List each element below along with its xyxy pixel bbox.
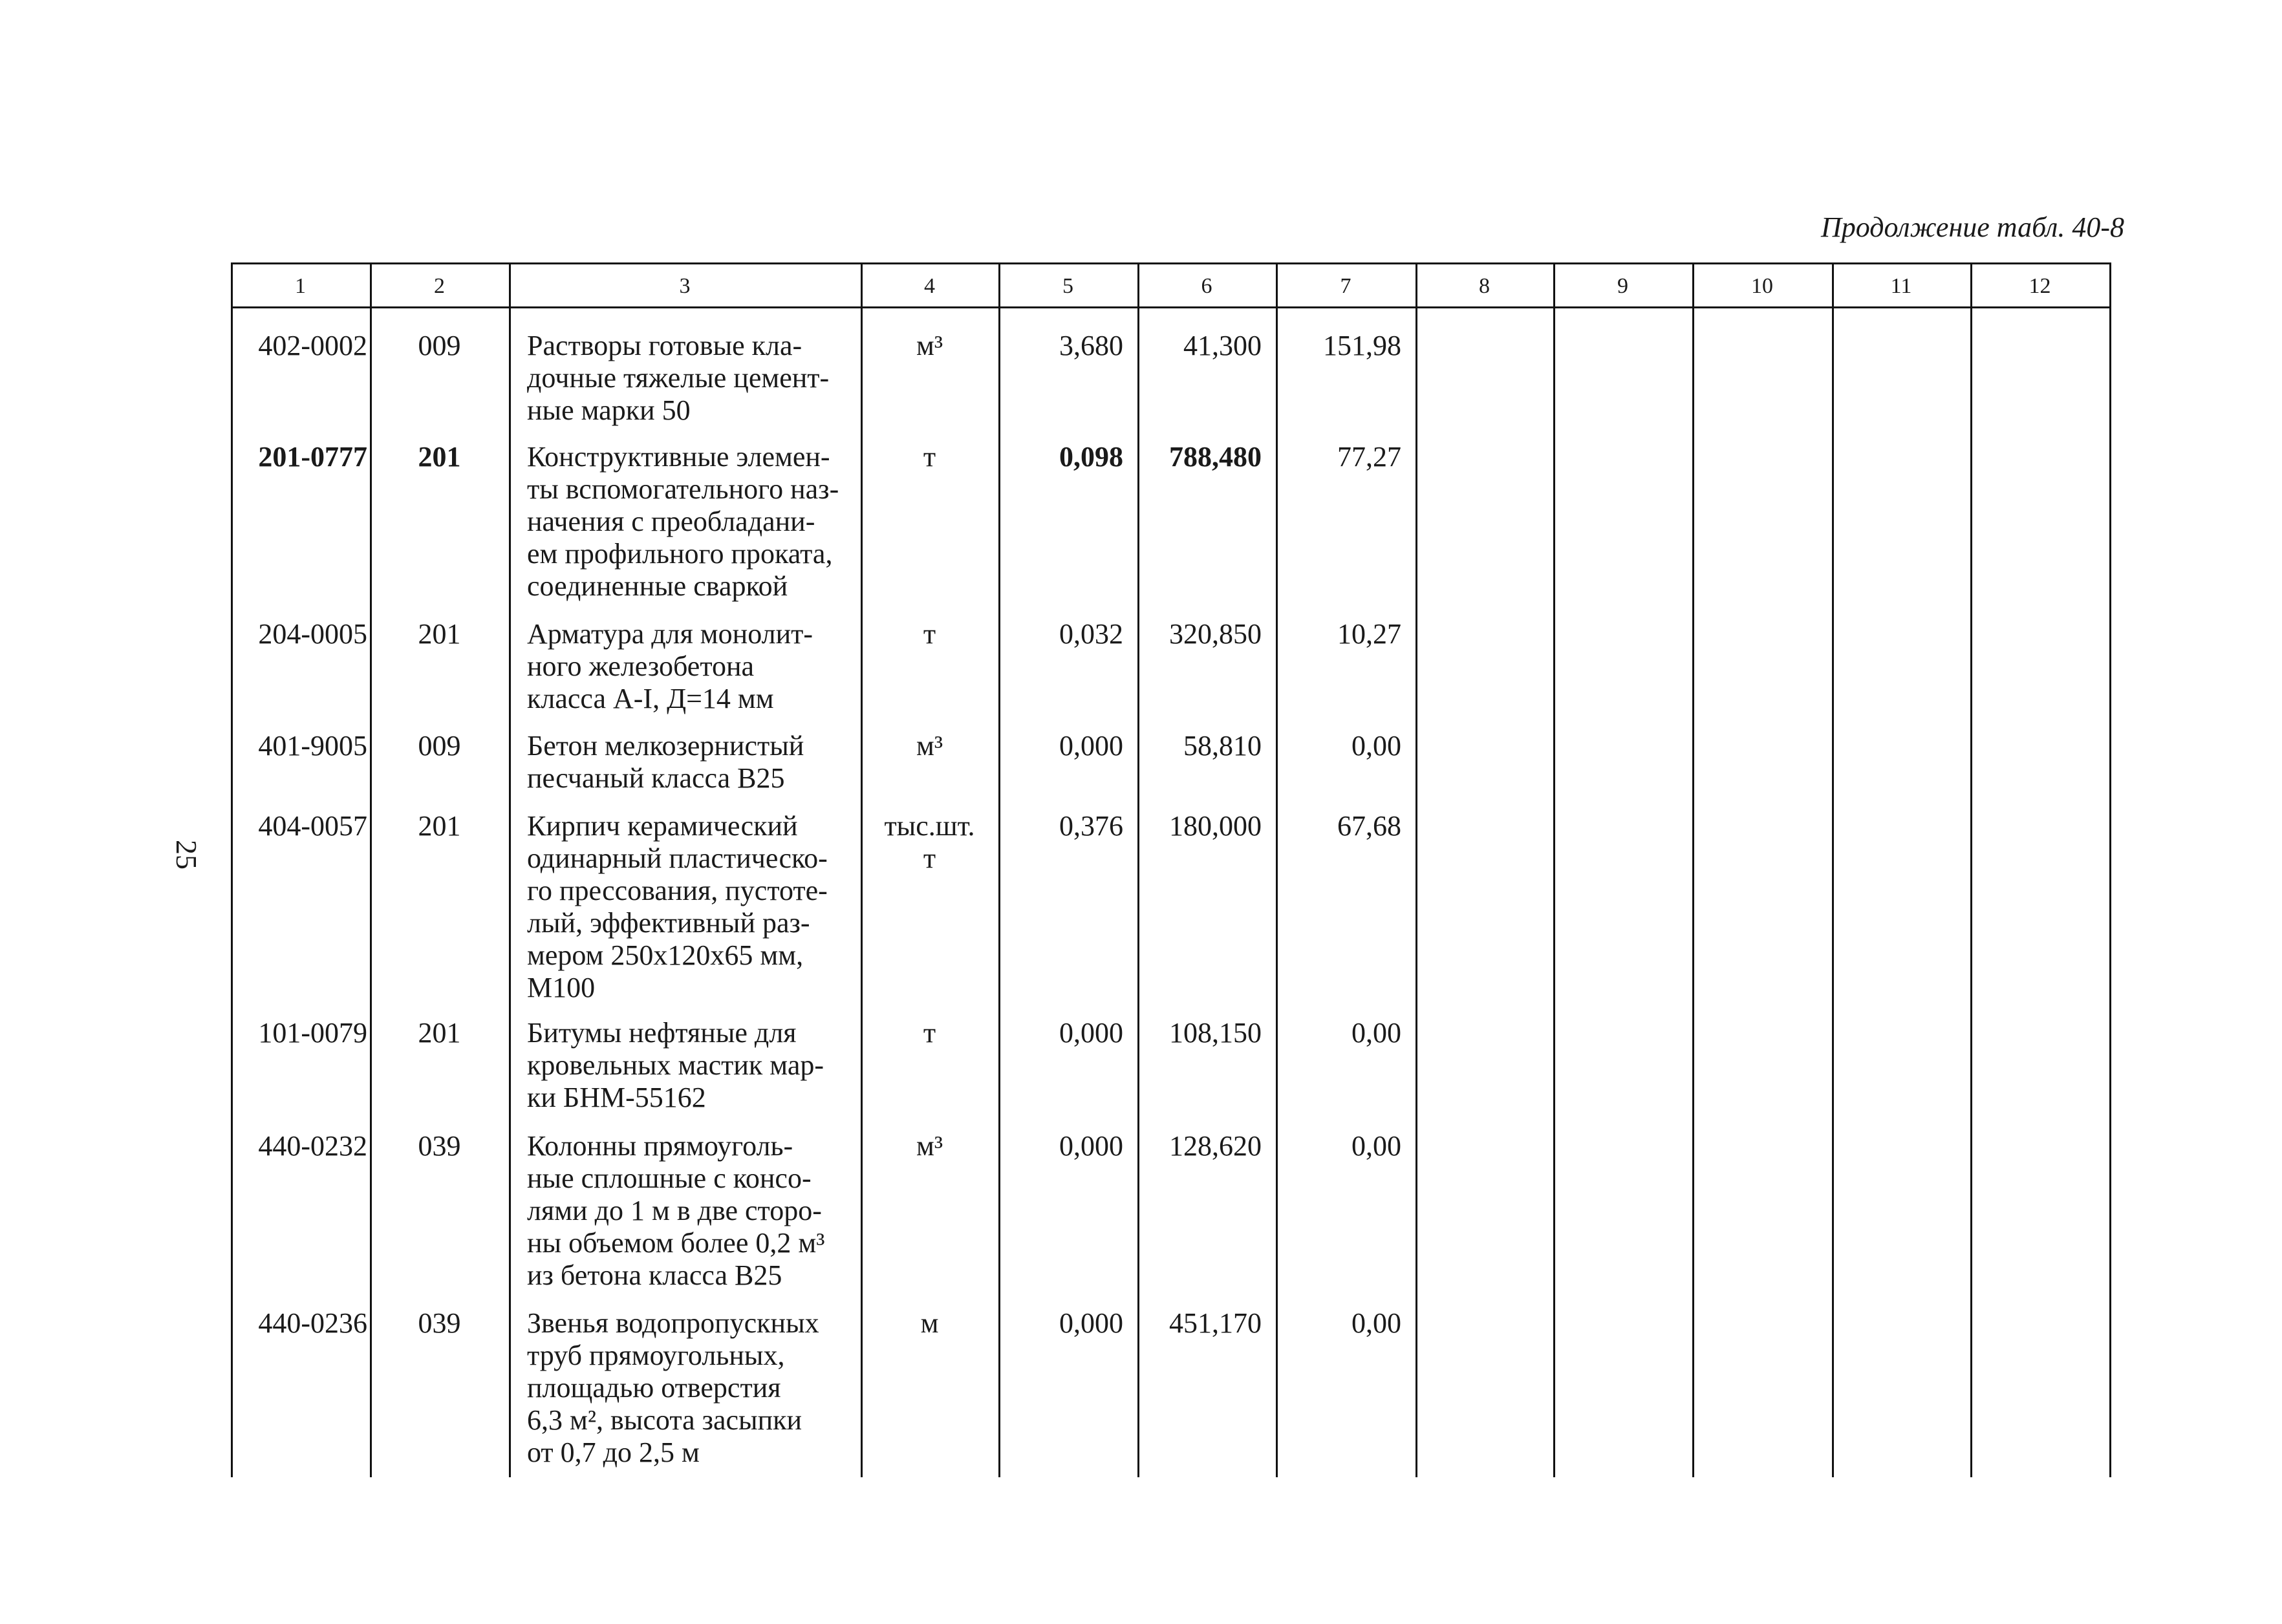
quantity: 0,000 (1059, 730, 1123, 762)
total-cost: 77,27 (1337, 441, 1401, 473)
resource-name-line: кровельных мастик мар- (527, 1049, 824, 1081)
resource-name-line: ны объемом более 0,2 м³ (527, 1227, 825, 1259)
column-header: 11 (1890, 274, 1912, 298)
unit-line: м (920, 1307, 939, 1339)
unit-line: т (923, 1017, 936, 1049)
resource-name-line: лый, эффективный раз- (527, 907, 810, 939)
resource-name-line: начения с преобладани- (527, 506, 815, 537)
resource-name-line: из бетона класса В25 (527, 1259, 782, 1291)
resource-name (527, 730, 859, 795)
unit-line: т (923, 842, 936, 874)
total-cost: 151,98 (1323, 330, 1401, 361)
column-header: 7 (1340, 274, 1351, 298)
resource-name-line: го прессования, пустоте- (527, 875, 828, 906)
unit-line: т (923, 441, 936, 473)
resource-code: 440-0236 (258, 1307, 367, 1339)
resource-name-line: мером 250x120x65 мм, (527, 939, 804, 971)
subcode: 009 (418, 730, 461, 762)
resource-name (527, 1130, 859, 1292)
unit (861, 330, 998, 362)
unit (861, 1130, 998, 1162)
unit-price: 320,850 (1169, 618, 1262, 650)
resource-name (527, 1017, 859, 1114)
resource-name-line: площадью отверстия (527, 1372, 781, 1404)
unit (861, 618, 998, 650)
column-header: 3 (679, 274, 691, 298)
resource-name-line: Растворы готовые кла- (527, 330, 802, 361)
column-header: 1 (295, 274, 306, 298)
unit-price: 180,000 (1169, 810, 1262, 842)
resource-name-line: ки БНМ-55162 (527, 1082, 706, 1113)
resource-name-line: М100 (527, 972, 596, 1003)
resource-name (527, 441, 859, 603)
resource-code: 101-0079 (258, 1017, 367, 1049)
resource-code: 404-0057 (258, 810, 367, 842)
unit-price: 788,480 (1169, 441, 1262, 473)
column-rule (231, 262, 233, 1477)
column-header: 8 (1479, 274, 1490, 298)
quantity: 0,000 (1059, 1017, 1123, 1049)
unit-line: м³ (916, 1130, 943, 1162)
column-rule (1692, 262, 1694, 1477)
resource-code: 440-0232 (258, 1130, 367, 1162)
resource-code: 204-0005 (258, 618, 367, 650)
unit-line: тыс.шт. (884, 810, 975, 842)
resource-name-line: ные сплошные с консо- (527, 1162, 812, 1194)
resource-name-line: Кирпич керамический (527, 810, 798, 842)
unit (861, 1307, 998, 1340)
resource-name-line: труб прямоугольных, (527, 1340, 785, 1371)
resource-name-line: Конструктивные элемен- (527, 441, 830, 473)
unit-line: т (923, 618, 936, 650)
table-top-rule (231, 262, 2111, 264)
resource-name-line: песчаный класса В25 (527, 762, 785, 794)
subcode: 201 (418, 618, 461, 650)
column-header: 6 (1201, 274, 1212, 298)
column-header: 2 (434, 274, 445, 298)
unit-line: м³ (916, 730, 943, 762)
resource-name-line: Арматура для монолит- (527, 618, 813, 650)
unit-price: 451,170 (1169, 1307, 1262, 1339)
unit-line: м³ (916, 330, 943, 361)
resource-name-line: ного железобетона (527, 650, 755, 682)
subcode: 201 (418, 441, 461, 473)
unit-price: 58,810 (1183, 730, 1262, 762)
resource-name-line: ты вспомогательного наз- (527, 473, 839, 505)
column-header: 5 (1062, 274, 1073, 298)
total-cost: 10,27 (1337, 618, 1401, 650)
column-rule (1553, 262, 1555, 1477)
unit (861, 1017, 998, 1049)
unit (861, 730, 998, 762)
resource-name-line: Битумы нефтяные для (527, 1017, 797, 1049)
unit-price: 41,300 (1183, 330, 1262, 361)
subcode: 201 (418, 1017, 461, 1049)
page-number: 25 (170, 840, 203, 870)
total-cost: 0,00 (1351, 1307, 1401, 1339)
resource-name-line: Колонны прямоуголь- (527, 1130, 793, 1162)
column-header: 4 (924, 274, 935, 298)
resource-name-line: лями до 1 м в две сторо- (527, 1195, 822, 1226)
quantity: 0,032 (1059, 618, 1123, 650)
total-cost: 67,68 (1337, 810, 1401, 842)
column-rule (1415, 262, 1417, 1477)
quantity: 0,376 (1059, 810, 1123, 842)
column-rule (509, 262, 511, 1477)
column-rule (1832, 262, 1834, 1477)
resource-name-line: класса А-I, Д=14 мм (527, 683, 774, 714)
unit-price: 128,620 (1169, 1130, 1262, 1162)
resource-name (527, 810, 859, 1004)
resource-name-line: Бетон мелкозернистый (527, 730, 804, 762)
resource-name (527, 330, 859, 427)
column-rule (2109, 262, 2111, 1477)
resource-name (527, 1307, 859, 1469)
quantity: 0,098 (1059, 441, 1123, 473)
resource-code: 402-0002 (258, 330, 367, 361)
unit (861, 810, 998, 875)
column-header: 12 (2029, 274, 2051, 298)
column-header: 10 (1751, 274, 1773, 298)
resource-name-line: от 0,7 до 2,5 м (527, 1437, 700, 1468)
unit (861, 441, 998, 473)
column-rule (1970, 262, 1972, 1477)
subcode: 039 (418, 1307, 461, 1339)
quantity: 0,000 (1059, 1130, 1123, 1162)
unit-price: 108,150 (1169, 1017, 1262, 1049)
resource-name-line: Звенья водопропускных (527, 1307, 819, 1339)
resource-name-line: ем профильного проката, (527, 538, 833, 570)
resource-name-line: 6,3 м², высота засыпки (527, 1404, 802, 1436)
resource-name (527, 618, 859, 715)
subcode: 201 (418, 810, 461, 842)
resource-name-line: дочные тяжелые цемент- (527, 362, 830, 394)
subcode: 009 (418, 330, 461, 361)
resource-name-line: ные марки 50 (527, 394, 691, 426)
resource-name-line: соединенные сваркой (527, 570, 788, 602)
total-cost: 0,00 (1351, 1017, 1401, 1049)
total-cost: 0,00 (1351, 1130, 1401, 1162)
table-caption: Продолжение табл. 40-8 (1821, 211, 2124, 243)
resource-name-line: одинарный пластическо- (527, 842, 828, 874)
subcode: 039 (418, 1130, 461, 1162)
quantity: 0,000 (1059, 1307, 1123, 1339)
column-header: 9 (1617, 274, 1628, 298)
total-cost: 0,00 (1351, 730, 1401, 762)
quantity: 3,680 (1059, 330, 1123, 361)
resource-code: 401-9005 (258, 730, 367, 762)
resource-code: 201-0777 (258, 441, 367, 473)
